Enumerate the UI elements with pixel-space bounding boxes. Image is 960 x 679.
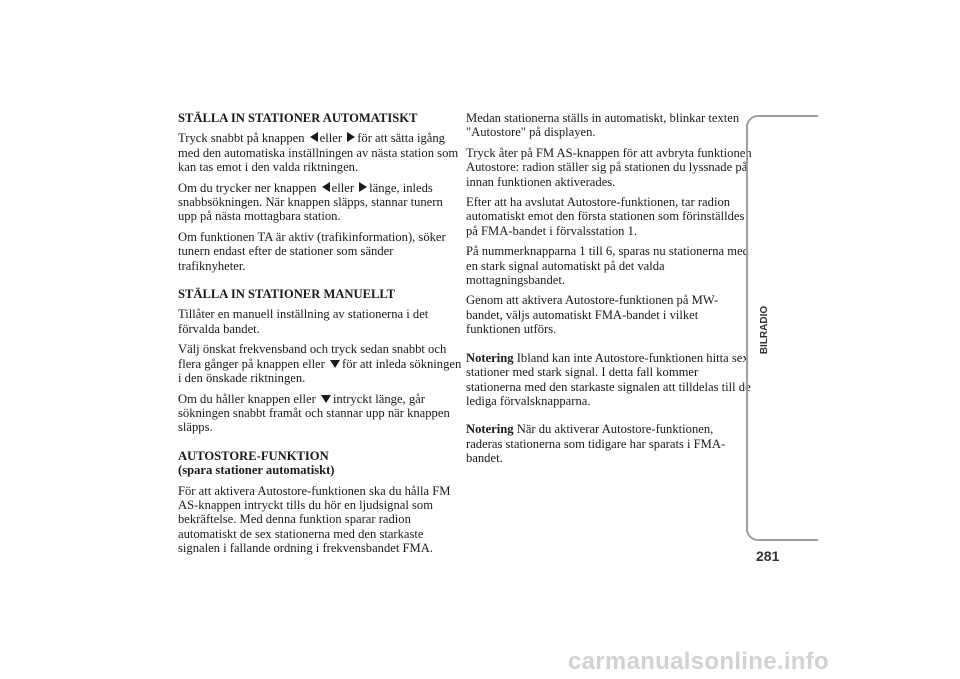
paragraph-automatic-1 [178,131,464,174]
text-span: för att sätta igång med den automatiska inställningen av nästa station som kan tas emot i den valda riktningen. [178,131,459,175]
spacer [178,279,464,287]
paragraph-manual-1: Tillåter en manuell inställning av stationerna i det förvalda bandet. [178,307,429,336]
spacer [466,343,752,351]
chapter-label: BILRADIO [758,305,770,355]
arrow-right-icon [359,182,367,192]
note-text: Ibland kan inte Autostore-funktionen hitta sex stationer med stark signal. I detta fall kommer stationerna med den starkaste signalen att tilldelas till de lediga förvalsknapparna. [466,350,751,408]
text-span: eller [319,131,343,146]
arrow-down-icon [321,395,331,403]
text-span: Tryck snabbt på knappen [178,131,305,146]
paragraph-right-1: Medan stationerna ställs in automatiskt, blinkar texten "Autostore" på displayen. [466,111,740,140]
spacer [466,414,752,422]
paragraph-automatic-2 [178,181,464,224]
paragraph-manual-3 [178,392,464,435]
arrow-left-icon [310,132,318,142]
text-span: Om du håller knappen eller [178,391,316,406]
paragraph-automatic-3: Om funktionen TA är aktiv (trafikinformation), söker tunern endast efter de stationer som sänder trafiknyheter. [178,229,446,273]
paragraph-right-5: Genom att aktivera Autostore-funktionen på MW-bandet, väljs automatiskt FMA-bandet i vilket funktionen utförs. [466,293,719,337]
paragraph-right-2: Tryck åter på FM AS-knappen för att avbryta funktionen Autostore: radion ställer sig på stationen du lyssnade på innan funktionen aktiverades. [466,145,752,189]
text-span: Välj önskat frekvensband och tryck sedan snabbt och flera gånger på knappen eller [178,342,447,371]
heading-autostore-subtitle: (spara stationer automatiskt) [178,463,335,478]
note-text: När du aktiverar Autostore-funktionen, raderas stationerna som tidigare har sparats i FMA-bandet. [466,422,726,466]
note-label: Notering [466,422,514,437]
heading-manual: STÄLLA IN STATIONER MANUELLT [178,287,396,302]
heading-autostore [178,449,464,478]
left-column [178,111,464,562]
right-column [466,111,752,472]
heading-automatic: STÄLLA IN STATIONER AUTOMATISKT [178,111,418,125]
paragraph-autostore: För att aktivera Autostore-funktionen ska du hålla FM AS-knappen intryckt tills du hör en ljudsignal som bekräftelse. Med denna funktion sparar radion automatiskt de sex stationerna med den starkaste signalen i fallande ordning i frekvensbandet FMA. [178,483,451,556]
arrow-right-icon [347,132,355,142]
text-span: Om du trycker ner knappen [178,180,317,195]
text-span: för att inleda sökningen i den önskade riktningen. [178,356,462,386]
note-2 [466,422,752,465]
spacer [178,441,464,449]
arrow-down-icon [330,360,340,368]
heading-autostore-title: AUTOSTORE-FUNKTION [178,448,329,463]
note-label: Notering [466,350,514,365]
watermark: carmanualsonline.info [568,648,830,675]
page-number: 281 [756,548,780,564]
paragraph-manual-2 [178,342,464,385]
text-span: länge, inleds snabbsökningen. När knappen släpps, stannar tunern upp på nästa mottagbara station. [178,180,443,224]
paragraph-right-4: På nummerknapparna 1 till 6, sparas nu stationerna med en stark signal automatiskt på det valda mottagningsbandet. [466,244,749,288]
note-1 [466,351,752,409]
text-span: intryckt länge, går sökningen snabbt framåt och stannar upp när knappen släpps. [178,391,450,435]
arrow-left-icon [322,182,330,192]
paragraph-right-3: Efter att ha avslutat Autostore-funktionen, tar radion automatiskt emot den första stationen som förinställdes på FMA-bandet i förvalsstation 1. [466,195,745,238]
text-span: eller [331,180,355,195]
